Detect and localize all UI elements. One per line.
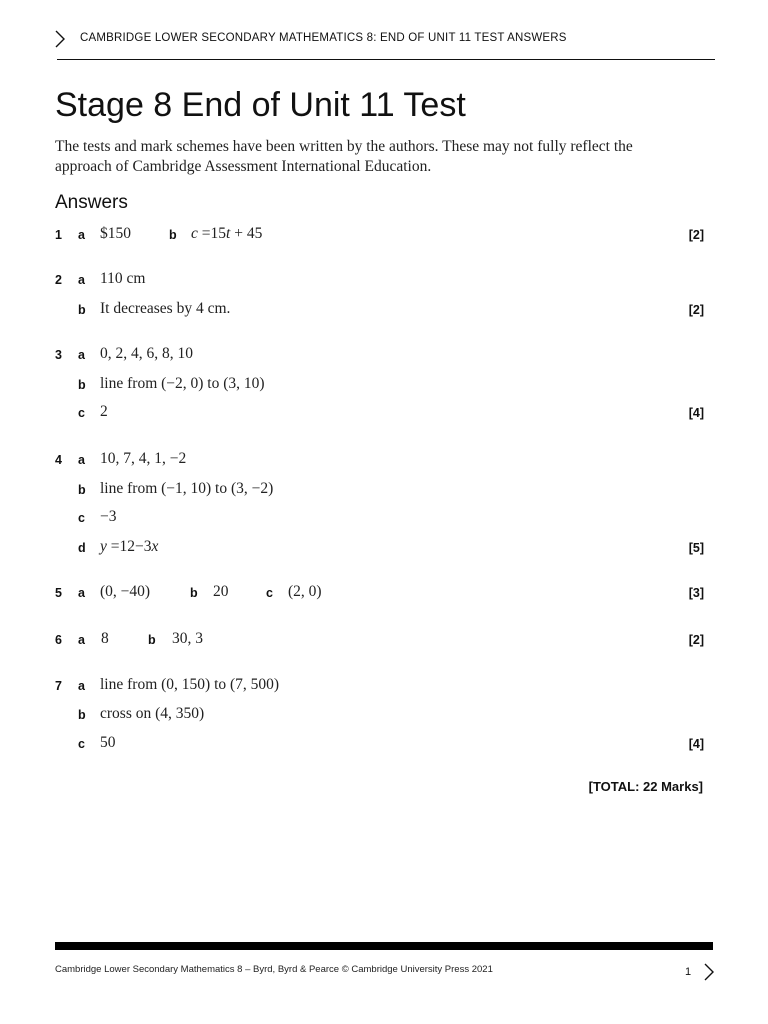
part-label: b <box>78 303 86 317</box>
answer-text: 2 <box>100 403 108 420</box>
part-label: b <box>78 378 86 392</box>
chevron-right-icon <box>703 963 715 981</box>
footer-bar <box>55 942 713 950</box>
marks-badge: [4] <box>688 737 704 751</box>
running-header: CAMBRIDGE LOWER SECONDARY MATHEMATICS 8: END OF UNIT 11 TEST ANSWERS <box>80 32 567 44</box>
answer-row <box>0 299 768 321</box>
answer-text: (2, 0) <box>288 583 322 600</box>
answer-text: −3 <box>100 508 117 525</box>
answer-text: =15 <box>197 225 227 242</box>
answer-text: 50 <box>100 734 116 751</box>
answer-row <box>0 269 768 291</box>
part-label: b <box>169 228 177 242</box>
part-label: a <box>78 273 85 287</box>
chevron-right-icon <box>54 30 66 48</box>
page-number: 1 <box>685 966 692 978</box>
marks-badge: [3] <box>688 586 704 600</box>
footer-credit: Cambridge Lower Secondary Mathematics 8 – Byrd, Byrd & Pearce © Cambridge University Press 2021 <box>55 964 493 975</box>
intro-line: approach of Cambridge Assessment International Education. <box>55 158 432 175</box>
answer-text: 0, 2, 4, 6, 8, 10 <box>100 345 193 362</box>
marks-badge: [2] <box>688 303 704 317</box>
answer-text: (0, −40) <box>100 583 151 600</box>
answer-text: + 45 <box>230 225 263 242</box>
part-label: a <box>78 586 85 600</box>
part-label: b <box>148 633 156 647</box>
answer-text: $150 <box>100 225 131 242</box>
part-label: a <box>78 633 85 647</box>
marks-badge: [4] <box>688 406 704 420</box>
part-label: a <box>78 228 85 242</box>
answer-row <box>0 449 768 471</box>
part-label: d <box>78 541 86 555</box>
part-label: b <box>190 586 198 600</box>
answer-row <box>0 582 768 604</box>
answer-row <box>0 344 768 366</box>
answer-row <box>0 224 768 246</box>
answer-row <box>0 675 768 697</box>
answer-row <box>0 507 768 529</box>
marks-badge: [2] <box>688 633 704 647</box>
answer-row <box>0 537 768 559</box>
part-label: a <box>78 679 85 693</box>
part-label: b <box>78 708 86 722</box>
part-label: a <box>78 348 85 362</box>
part-label: a <box>78 453 85 467</box>
answers-heading: Answers <box>55 192 128 213</box>
variable: t <box>226 225 231 242</box>
question-number: 6 <box>55 633 62 647</box>
marks-badge: [2] <box>688 228 704 242</box>
answer-text: 8 <box>101 630 109 647</box>
question-number: 5 <box>55 586 62 600</box>
variable: c <box>191 225 198 242</box>
question-number: 1 <box>55 228 62 242</box>
part-label: c <box>266 586 273 600</box>
answer-text: 10, 7, 4, 1, −2 <box>100 450 187 467</box>
answer-text: 20 <box>213 583 229 600</box>
answer-text: cross on (4, 350) <box>100 705 205 722</box>
answer-text: It decreases by 4 cm. <box>100 300 231 317</box>
answer-row <box>0 479 768 501</box>
answer-text: 110 cm <box>100 270 146 287</box>
header-divider <box>57 59 715 60</box>
question-number: 7 <box>55 679 62 693</box>
answer-row <box>0 704 768 726</box>
answer-text: =12−3 <box>106 538 152 555</box>
answer-text: line from (−1, 10) to (3, −2) <box>100 480 274 497</box>
page-title: Stage 8 End of Unit 11 Test <box>55 86 466 124</box>
answer-equation <box>100 538 158 556</box>
part-label: c <box>78 737 85 751</box>
answer-row <box>0 629 768 651</box>
part-label: c <box>78 511 85 525</box>
intro-line: The tests and mark schemes have been written by the authors. These may not fully reflect the <box>55 138 633 155</box>
marks-badge: [5] <box>688 541 704 555</box>
question-number: 2 <box>55 273 62 287</box>
total-marks: [TOTAL: 22 Marks] <box>588 779 703 794</box>
answer-text: 30, 3 <box>172 630 203 647</box>
question-number: 3 <box>55 348 62 362</box>
variable: x <box>151 538 159 555</box>
intro-paragraph <box>55 137 705 177</box>
part-label: c <box>78 406 85 420</box>
variable: y <box>100 538 107 555</box>
answer-row <box>0 374 768 396</box>
answer-text: line from (−2, 0) to (3, 10) <box>100 375 265 392</box>
answer-equation <box>191 225 262 243</box>
question-number: 4 <box>55 453 62 467</box>
answer-text: line from (0, 150) to (7, 500) <box>100 676 280 693</box>
answer-row <box>0 733 768 755</box>
part-label: b <box>78 483 86 497</box>
answer-row <box>0 402 768 424</box>
